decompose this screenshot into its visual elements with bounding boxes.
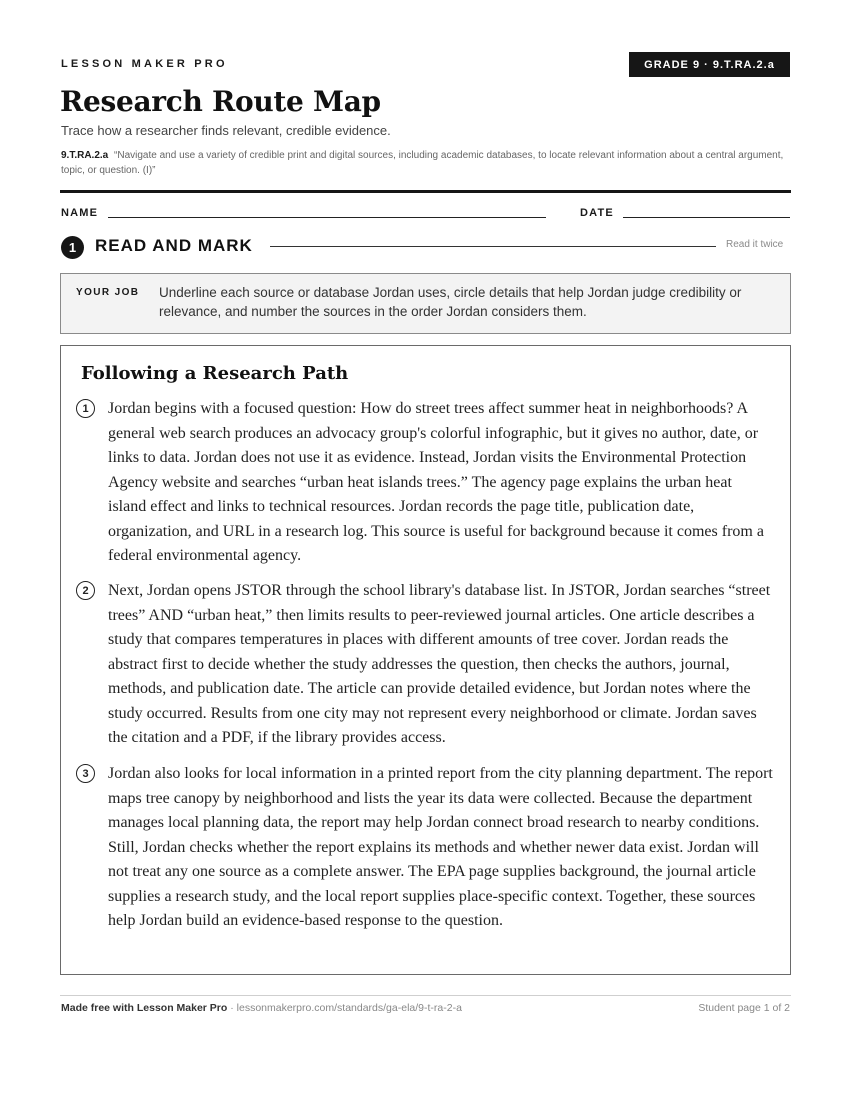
paragraph-2: Next, Jordan opens JSTOR through the school library's database list. In JSTOR, Jordan searches “street trees” AND “urban heat,” then limits results to peer-reviewed journal articles. One article describes a study that compares temperatures in places with different amounts of tree cover. Jordan reads the abstract first to decide whether the study addresses the question, then checks the authors, journal, methods, and publication date. The article can provide detailed evidence, but Jordan notes where the study occurred. Results from one city may not represent every neighborhood or climate. Jordan saves the citation and a PDF, if the library provides access. <box>108 582 771 746</box>
footer-url: lessonmakerpro.com/standards/ga-ela/9-t-ra-2-a <box>236 1002 462 1014</box>
instructions-box <box>60 273 791 334</box>
passage-title: Following a Research Path <box>81 363 349 384</box>
footer-credit <box>61 1002 462 1014</box>
paragraph-number-3: 3 <box>76 764 95 783</box>
page-subtitle: Trace how a researcher finds relevant, credible evidence. <box>61 123 391 138</box>
section-hint: Read it twice <box>726 239 784 250</box>
footer-separator: · <box>227 1002 237 1014</box>
paragraph-1: Jordan begins with a focused question: How do street trees affect summer heat in neighborhoods? A general web search produces an advocacy group's colorful infographic, but it gives no author, date, or links to data. Jordan does not use it as evidence. Instead, Jordan visits the Environmental Protection Agency website and searches “urban heat islands trees.” The agency page explains the urban heat island effect and links to technical resources. Jordan records the page title, publication date, organization, and URL in a research log. This source is useful for background because it comes from a federal environmental agency. <box>108 400 764 564</box>
instructions-text: Underline each source or database Jordan uses, circle details that help Jordan judge credibility or relevance, and number the sources in the order Jordan considers them. <box>159 285 742 319</box>
instructions-label: YOUR JOB <box>76 287 140 298</box>
date-field[interactable] <box>623 217 790 218</box>
section-title: READ AND MARK <box>95 236 253 255</box>
name-field[interactable] <box>108 217 546 218</box>
footer-divider <box>60 995 791 996</box>
page-indicator: Student page 1 of 2 <box>698 1002 790 1014</box>
section-divider <box>270 246 716 247</box>
section-number-badge: 1 <box>61 236 84 259</box>
date-label: DATE <box>580 207 614 219</box>
footer-made-with: Made free with Lesson Maker Pro <box>61 1002 228 1014</box>
standard-code: 9.T.RA.2.a <box>61 150 109 161</box>
paragraph-number-2: 2 <box>76 581 95 600</box>
name-label: NAME <box>61 207 99 219</box>
paragraph-number-1: 1 <box>76 399 95 418</box>
grade-badge: GRADE 9 · 9.T.RA.2.a <box>629 52 790 77</box>
brand-name: LESSON MAKER PRO <box>61 58 228 70</box>
header-divider <box>60 190 791 193</box>
page-title: Research Route Map <box>60 85 381 118</box>
standard-text: “Navigate and use a variety of credible print and digital sources, including academic databases, to locate relevant information about a central argument, topic, or question. (I)” <box>61 150 784 176</box>
paragraph-3: Jordan also looks for local information in a printed report from the city planning department. The report maps tree canopy by neighborhood and lists the year its data were collected. Because the department manages local planning data, the report may help Jordan connect broad research to nearby conditions. Still, Jordan checks whether the report explains its methods and whether newer data exist. Jordan will not treat any one source as a complete answer. The EPA page supplies background, the journal article supplies a research study, and the local report supplies place-specific context. Together, these sources help Jordan build an evidence-based response to the question. <box>108 765 773 929</box>
reading-passage <box>60 345 791 975</box>
standard-description <box>61 148 791 178</box>
